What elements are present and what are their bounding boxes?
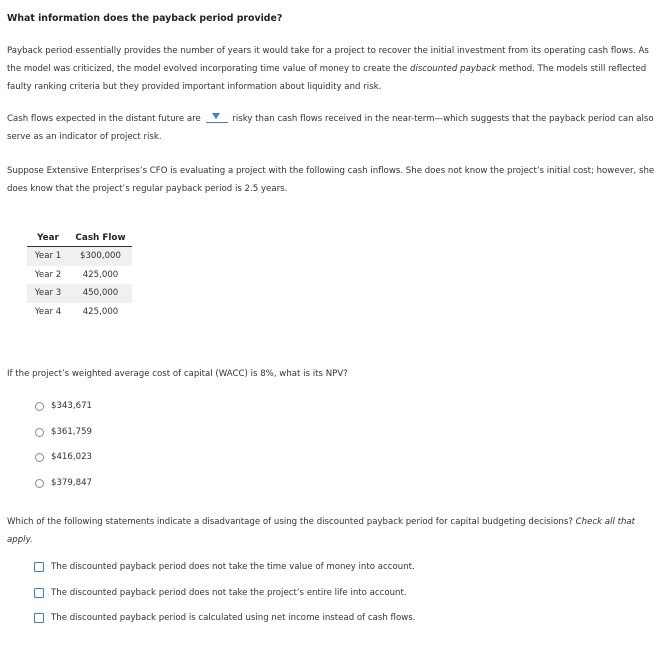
npv-option[interactable] xyxy=(35,425,92,439)
npv-option-label[interactable]: $416,023 xyxy=(51,452,93,462)
npv-option-label[interactable]: $343,671 xyxy=(51,401,93,411)
check-all-hint: Check all that apply. xyxy=(7,517,636,545)
radio-icon[interactable] xyxy=(35,479,44,488)
table-cell-cash-flow: 425,000 xyxy=(69,266,132,285)
table-row xyxy=(27,284,132,303)
npv-option-label[interactable]: $361,759 xyxy=(51,427,93,437)
npv-option[interactable] xyxy=(35,476,92,490)
table-header-cash-flow: Cash Flow xyxy=(69,229,132,247)
table-cell-cash-flow: $300,000 xyxy=(69,247,132,266)
question-title: What information does the payback period provide? xyxy=(7,13,283,24)
table-header-year: Year xyxy=(27,229,69,247)
table-row xyxy=(27,247,132,266)
disadvantage-option-label[interactable]: The discounted payback period does not take the project’s entire life into account. xyxy=(51,588,407,598)
table-cell-year: Year 1 xyxy=(27,247,69,266)
radio-icon[interactable] xyxy=(35,402,44,411)
table-row xyxy=(27,303,132,322)
checkbox-icon[interactable] xyxy=(34,588,44,598)
checkbox-icon[interactable] xyxy=(34,562,44,572)
table-header-row xyxy=(27,229,132,247)
radio-icon[interactable] xyxy=(35,453,44,462)
npv-option-label[interactable]: $379,847 xyxy=(51,478,93,488)
npv-option[interactable] xyxy=(35,399,92,413)
risk-dropdown[interactable] xyxy=(206,112,228,123)
risk-statement xyxy=(7,110,657,146)
npv-option[interactable] xyxy=(35,450,92,464)
table-cell-cash-flow: 425,000 xyxy=(69,303,132,322)
radio-icon[interactable] xyxy=(35,428,44,437)
disadvantage-option-label[interactable]: The discounted payback period does not take the time value of money into account. xyxy=(51,562,415,572)
risk-text-before: Cash flows expected in the distant future are xyxy=(7,114,201,124)
disadvantage-option-label[interactable]: The discounted payback period is calculated using net income instead of cash flows. xyxy=(51,613,416,623)
disadvantage-question-text: Which of the following statements indicate a disadvantage of using the discounted payback period for capital budgeting decisions? xyxy=(7,517,573,527)
disadvantage-question xyxy=(7,513,657,549)
disadvantage-option[interactable] xyxy=(34,560,415,574)
risk-text-after: risky than cash flows received in the near-term—which suggests that the payback period can also serve as an indicator of project risk. xyxy=(7,114,654,142)
intro-paragraph xyxy=(7,42,657,96)
scenario-paragraph: Suppose Extensive Enterprises’s CFO is evaluating a project with the following cash inflows. She does not know the project’s initial cost; however, she does know that the project’s regular payback period is 2.5 years. xyxy=(7,166,655,194)
table-row xyxy=(27,266,132,285)
table-cell-cash-flow: 450,000 xyxy=(69,284,132,303)
table-cell-year: Year 4 xyxy=(27,303,69,322)
table-cell-year: Year 3 xyxy=(27,284,69,303)
checkbox-icon[interactable] xyxy=(34,613,44,623)
npv-question: If the project’s weighted average cost of capital (WACC) is 8%, what is its NPV? xyxy=(7,369,348,379)
table-cell-year: Year 2 xyxy=(27,266,69,285)
disadvantage-option[interactable] xyxy=(34,586,407,600)
intro-text-2: method. The models still reflected faulty ranking criteria but they provided important information about liquidity and risk. xyxy=(7,64,647,92)
cash-flow-table xyxy=(27,229,132,321)
intro-italic: discounted payback xyxy=(409,64,497,74)
intro-text-1: Payback period essentially provides the number of years it would take for a project to recover the initial investment from its operating cash flows. As the model was criticized, the model evolved incorporating time value of money to create the xyxy=(7,46,649,74)
disadvantage-option[interactable] xyxy=(34,611,415,625)
